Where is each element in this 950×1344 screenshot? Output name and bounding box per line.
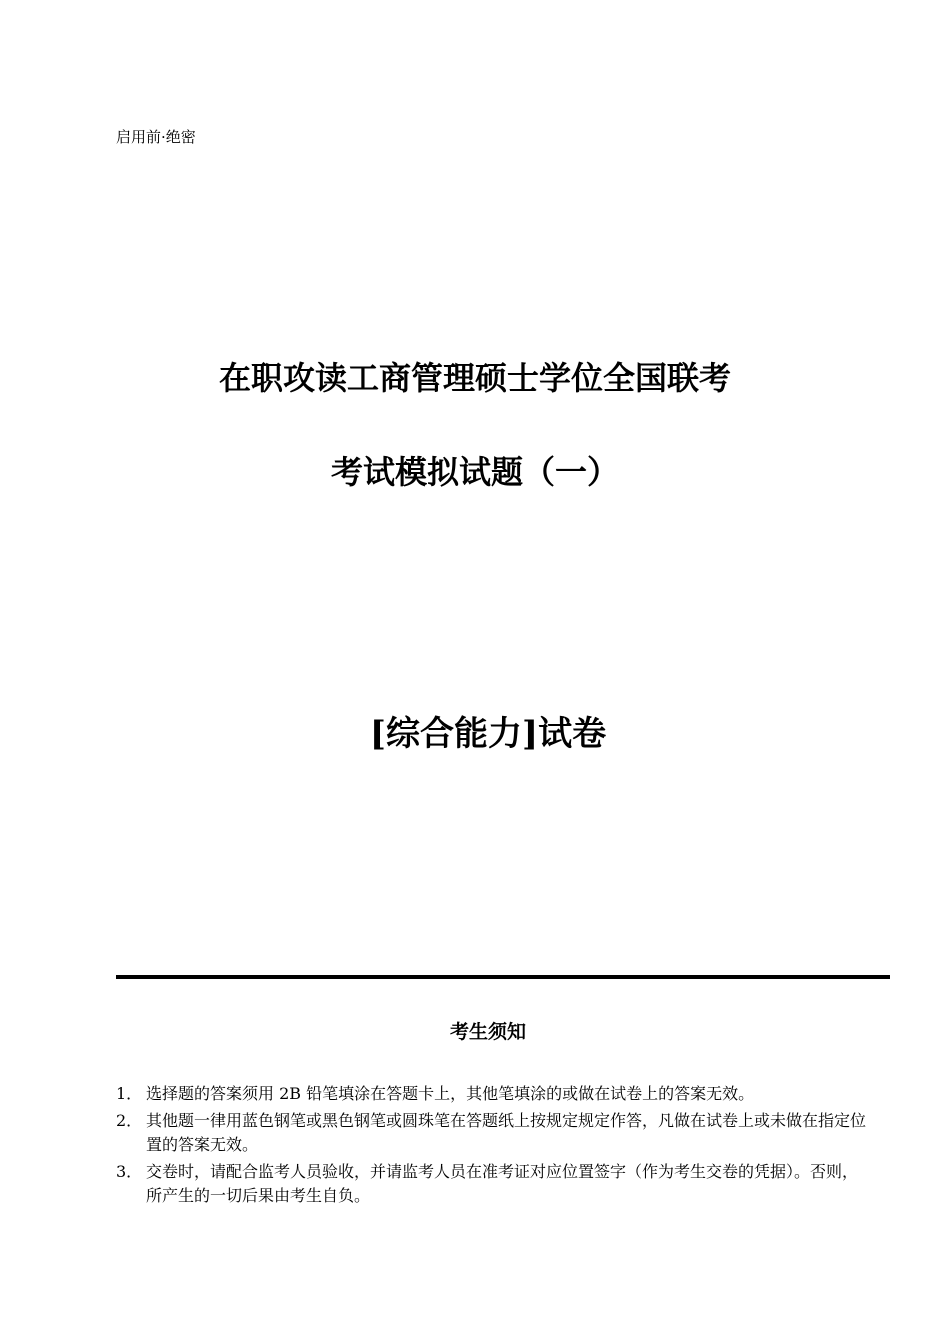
notice-item-text: 其他题一律用蓝色钢笔或黑色钢笔或圆珠笔在答题纸上按规定规定作答，凡做在试卷上或未做在指定位置的答案无效。 (146, 1111, 867, 1154)
notice-item-text: 选择题的答案须用 2B 铅笔填涂在答题卡上，其他笔填涂的或做在试卷上的答案无效。 (146, 1084, 755, 1103)
notice-item-number: 2． (116, 1111, 143, 1130)
exam-title-line-2: 考试模拟试题（一） (330, 453, 619, 491)
notice-item-number: 1． (116, 1084, 143, 1103)
classification-label: 启用前·绝密 (116, 128, 196, 146)
notice-item-number: 3． (116, 1162, 143, 1181)
section-divider (116, 975, 890, 979)
exam-title-line-1: 在职攻读工商管理硕士学位全国联考 (218, 359, 731, 397)
paper-name: [综合能力]试卷 (369, 714, 607, 754)
notice-item (116, 1082, 866, 1106)
notice-item-text: 交卷时，请配合监考人员验收，并请监考人员在准考证对应位置签字（作为考生交卷的凭据）。否则，所产生的一切后果由考生自负。 (146, 1162, 859, 1205)
notice-item (116, 1109, 866, 1157)
notice-heading: 考生须知 (449, 1021, 526, 1043)
notice-list (116, 1082, 866, 1211)
notice-item (116, 1160, 866, 1208)
